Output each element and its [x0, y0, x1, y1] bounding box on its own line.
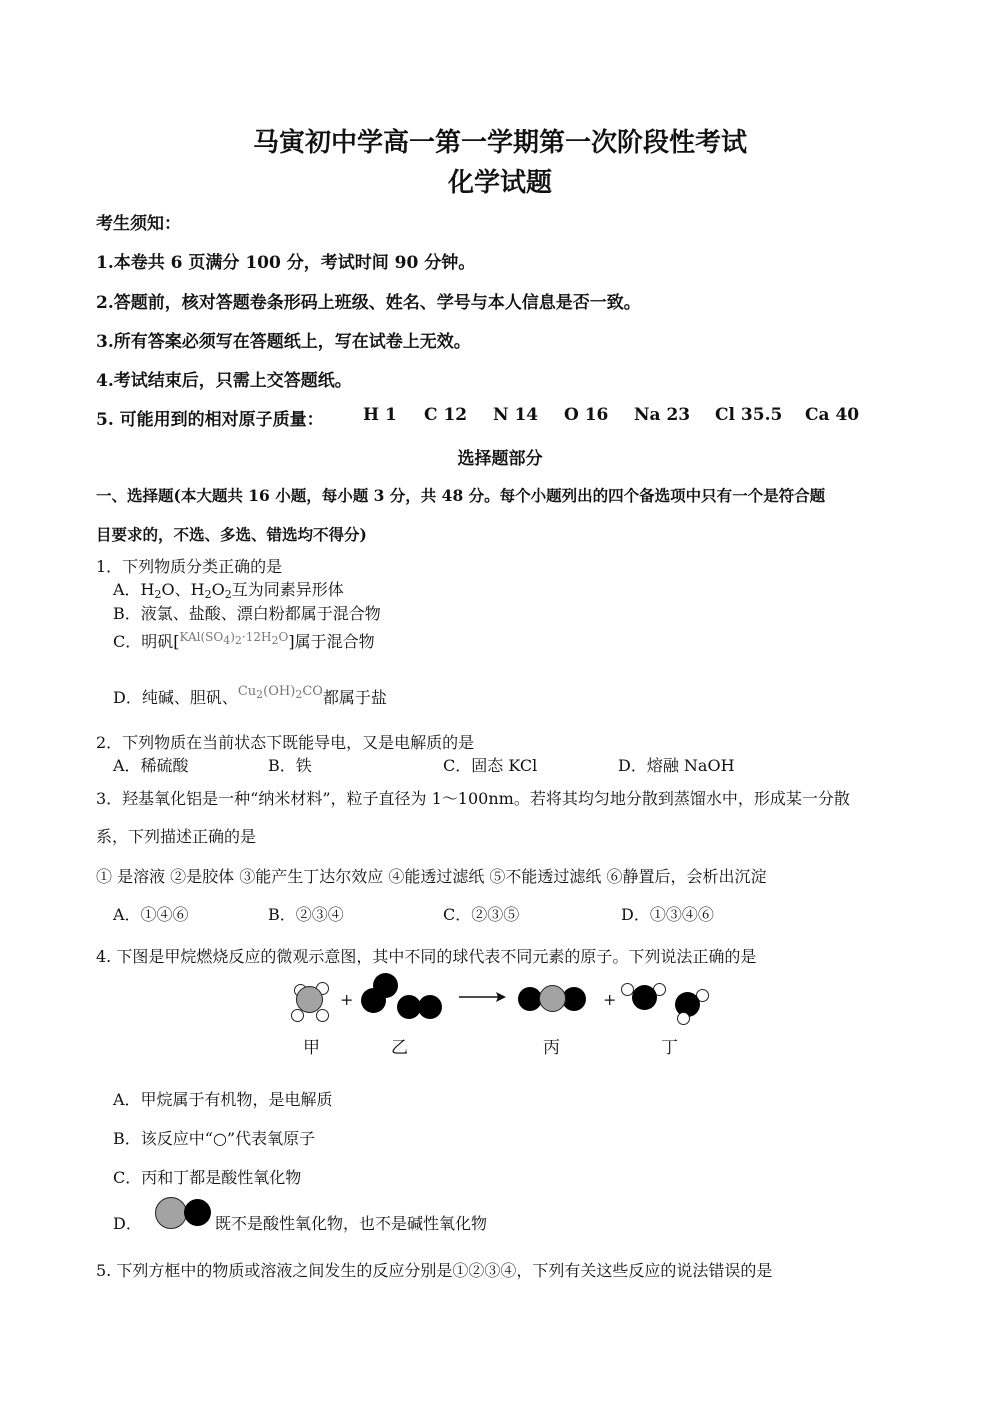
- atomic-mass-label: 5. 可能用到的相对原子质量：: [96, 410, 324, 430]
- notice-item-4: 4.考试结束后，只需上交答题纸。: [96, 371, 352, 391]
- notice-item-3: 3.所有答案必须写在答题纸上，写在试卷上无效。: [96, 332, 471, 352]
- mass-ca: Ca 40: [805, 405, 860, 425]
- q4-option-d-prefix: D．: [113, 1214, 142, 1233]
- label-ding: 丁: [661, 1038, 678, 1058]
- section-instruction-2: 目要求的，不选、多选、错选均不得分): [96, 525, 367, 544]
- alum-formula: [179, 630, 289, 647]
- q2-option-b: B．铁: [268, 756, 312, 775]
- q2-option-d: D．熔融 NaOH: [618, 756, 735, 775]
- q1-d-prefix: D．纯碱、胆矾、: [113, 688, 238, 707]
- mass-n: N 14: [493, 405, 539, 425]
- subscript: 2: [154, 588, 162, 601]
- mass-c: C 12: [424, 405, 468, 425]
- q4-option-d-text: 既不是酸性氧化物，也不是碱性氧化物: [215, 1214, 488, 1233]
- subject-title: 化学试题: [447, 168, 552, 198]
- notice-item-2: 2.答题前，核对答题卷条形码上班级、姓名、学号与本人信息是否一致。: [96, 293, 641, 313]
- q3-option-c: C．②③⑤: [443, 905, 520, 924]
- malachite-formula-part: CO: [302, 684, 323, 699]
- notice-item-1: 1.本卷共 6 页满分 100 分，考试时间 90 分钟。: [96, 253, 476, 273]
- subscript: 2: [295, 688, 303, 701]
- q1-c-prefix: C．明矾[: [113, 632, 180, 651]
- h-atom-icon: [677, 1012, 690, 1025]
- o-atom-icon: [184, 1199, 211, 1226]
- label-bing: 丙: [543, 1038, 560, 1058]
- atomic-mass-line: [96, 405, 324, 430]
- o-atom-icon: [418, 995, 442, 1019]
- q4-option-b: B．该反应中“○”代表氧原子: [113, 1129, 316, 1148]
- notice-heading: 考生须知：: [96, 214, 181, 234]
- h-atom-icon: [316, 1009, 329, 1022]
- mass-o: O 16: [564, 405, 609, 425]
- malachite-formula: [238, 684, 323, 699]
- q1-stem: 1．下列物质分类正确的是: [96, 557, 283, 576]
- plus-sign: +: [603, 990, 617, 1009]
- alum-formula-part: ): [230, 630, 235, 644]
- section-instruction-1: 一、选择题(本大题共 16 小题，每小题 3 分，共 48 分。每个小题列出的四个备选项中只有一个是符合题: [96, 486, 826, 505]
- q3-option-d: D．①③④⑥: [621, 905, 714, 924]
- q3-stem-line-1: 3．羟基氧化铝是一种“纳米材料”，粒子直径为 1～100nm。若将其均匀地分散到蒸馏水中，形成某一分散: [96, 789, 850, 808]
- q1-c-suffix: ]属于混合物: [288, 632, 375, 651]
- subscript: 2: [224, 588, 232, 601]
- q1-a-mid1: O、H: [161, 580, 205, 599]
- malachite-formula-part: Cu: [237, 684, 257, 699]
- h-atom-icon: [291, 1009, 304, 1022]
- subscript: 2: [271, 634, 279, 647]
- q1-option-a: [113, 577, 344, 601]
- q1-d-suffix: 都属于盐: [322, 688, 387, 707]
- malachite-formula-part: (OH): [263, 684, 296, 699]
- q2-stem: 2．下列物质在当前状态下既能导电，又是电解质的是: [96, 733, 475, 752]
- reaction-arrow-icon: [459, 990, 507, 1004]
- q4-option-c: C．丙和丁都是酸性氧化物: [113, 1168, 302, 1187]
- alum-formula-part: ·12H: [241, 630, 272, 644]
- mass-h: H 1: [363, 405, 397, 425]
- subscript: 2: [234, 634, 242, 647]
- q1-a-mid2: O: [211, 580, 225, 599]
- alum-formula-part: KAl(SO: [179, 630, 224, 644]
- q1-option-c: [113, 629, 375, 653]
- plus-sign: +: [340, 990, 354, 1009]
- q2-option-a: A．稀硫酸: [113, 756, 189, 775]
- q1-option-b: B．液氯、盐酸、漂白粉都属于混合物: [113, 604, 381, 623]
- o-atom-icon: [373, 973, 398, 998]
- exam-title: 马寅初中学高一第一学期第一次阶段性考试: [252, 128, 747, 158]
- q4-stem: 4. 下图是甲烷燃烧反应的微观示意图，其中不同的球代表不同元素的原子。下列说法正确的是: [96, 947, 757, 966]
- q2-option-c: C．固态 KCl: [443, 756, 538, 775]
- q1-option-d: [113, 685, 387, 709]
- label-jia: 甲: [303, 1038, 320, 1058]
- q4-option-a: A．甲烷属于有机物，是电解质: [113, 1090, 333, 1109]
- mass-na: Na 23: [634, 405, 691, 425]
- q3-option-b: B．②③④: [268, 905, 344, 924]
- o-atom-icon: [632, 985, 657, 1010]
- subscript: 2: [204, 588, 212, 601]
- q1-a-suffix: 互为同素异形体: [231, 580, 344, 599]
- subscript: 4: [223, 634, 231, 647]
- subscript: 2: [256, 688, 264, 701]
- alum-formula-part: O: [278, 630, 289, 644]
- q1-a-prefix: A．H: [113, 580, 155, 599]
- mass-cl: Cl 35.5: [715, 405, 783, 425]
- c-atom-icon: [155, 1197, 187, 1229]
- label-yi: 乙: [391, 1038, 408, 1058]
- q5-stem: 5. 下列方框中的物质或溶液之间发生的反应分别是①②③④，下列有关这些反应的说法错误的是: [96, 1261, 773, 1280]
- q3-option-a: A．①④⑥: [113, 905, 189, 924]
- q3-stem-line-2: 系，下列描述正确的是: [96, 827, 257, 846]
- c-atom-icon: [539, 985, 566, 1012]
- section-title: 选择题部分: [457, 449, 543, 469]
- q3-statements: ① 是溶液 ②是胶体 ③能产生丁达尔效应 ④能透过滤纸 ⑤不能透过滤纸 ⑥静置后，会析出沉淀: [96, 867, 767, 886]
